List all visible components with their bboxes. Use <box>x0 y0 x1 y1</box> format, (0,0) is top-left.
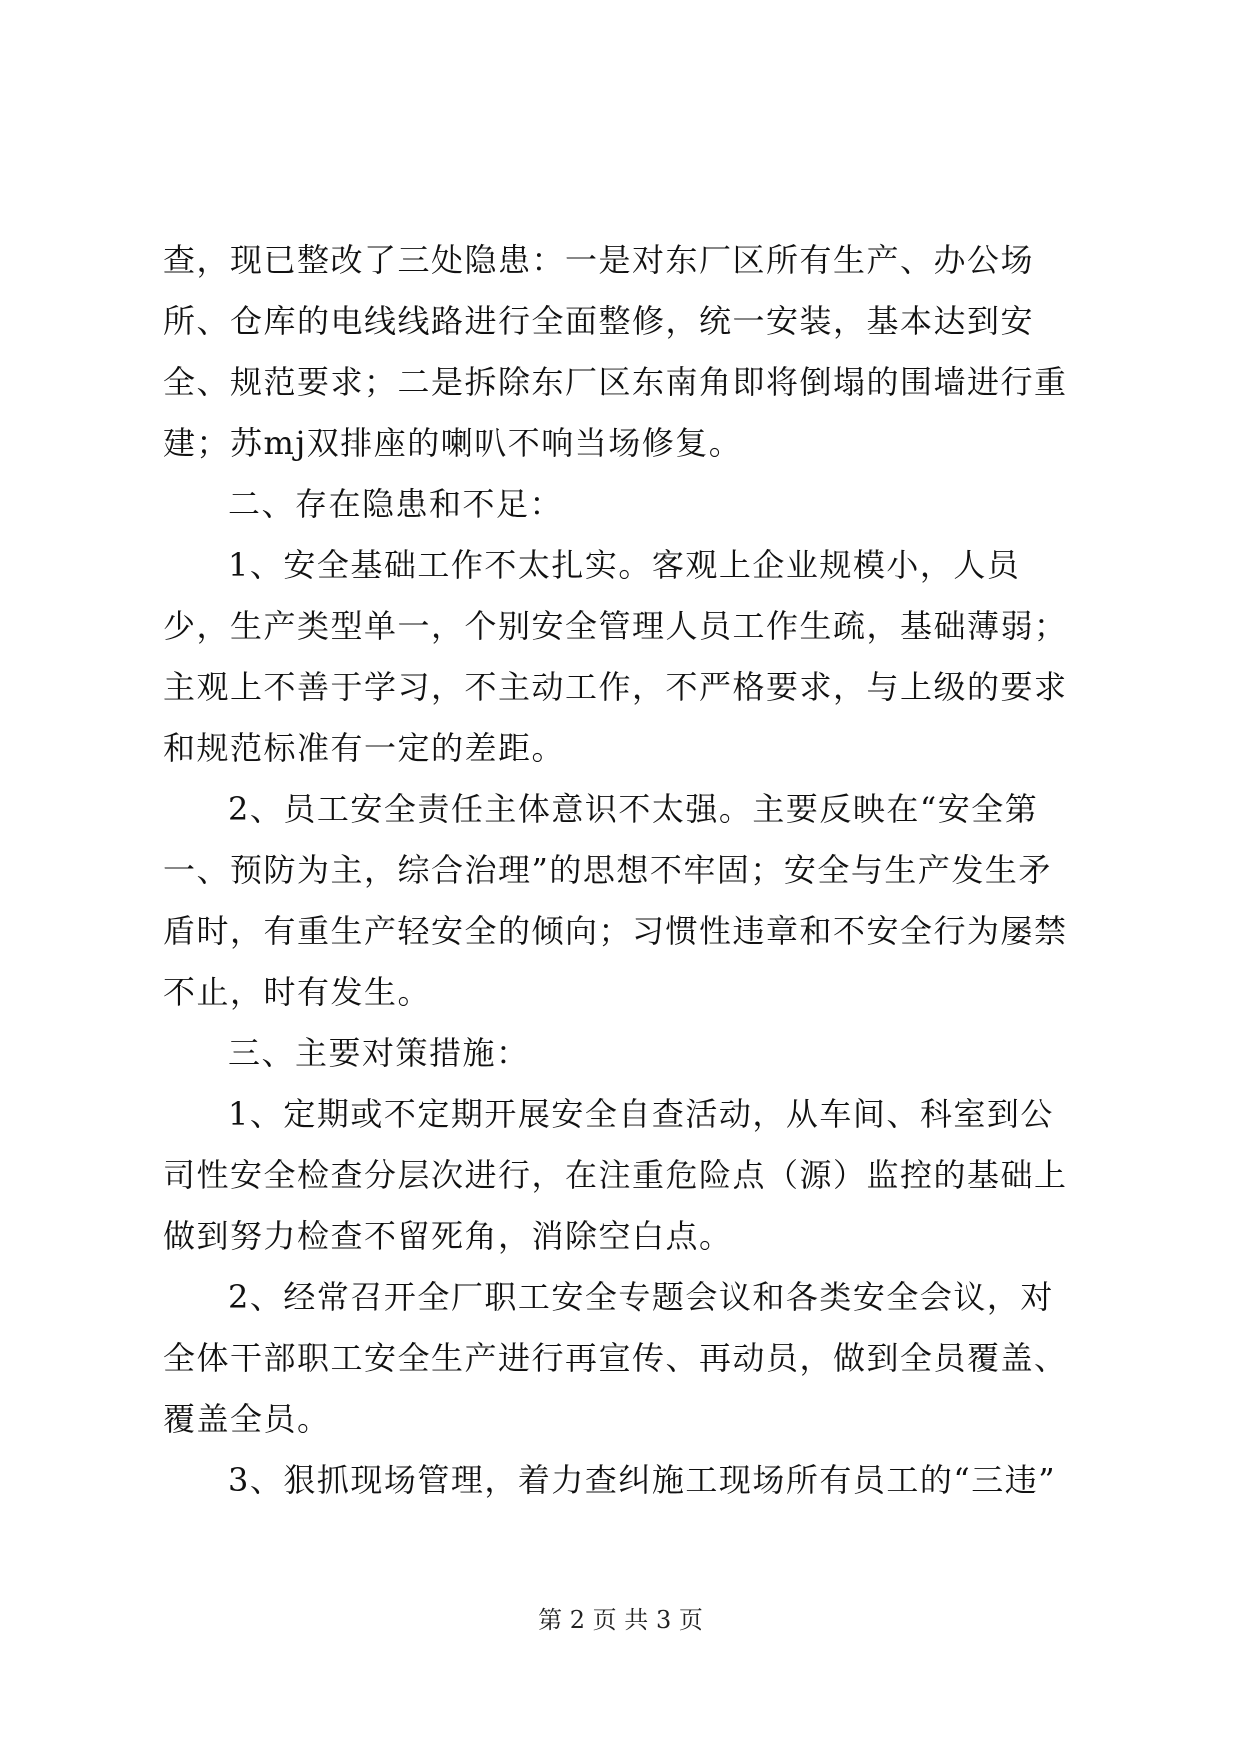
paragraph-measure-1: 1、定期或不定期开展安全自查活动，从车间、科室到公司性安全检查分层次进行，在注重危险点（源）监控的基础上做到努力检查不留死角，消除空白点。 <box>163 1095 1068 1255</box>
document-body <box>163 230 1083 1511</box>
paragraph-continuation: 查，现已整改了三处隐患：一是对东厂区所有生产、办公场所、仓库的电线线路进行全面整修，统一安装，基本达到安全、规范要求；二是拆除东厂区东南角即将倒塌的围墙进行重建；苏mj双排座的喇叭不响当场修复。 <box>163 241 1068 462</box>
paragraph-hazard-2: 2、员工安全责任主体意识不太强。主要反映在“安全第一、预防为主，综合治理”的思想不牢固；安全与生产发生矛盾时，有重生产轻安全的倾向；习惯性违章和不安全行为屡禁不止，时有发生。 <box>163 790 1068 1011</box>
paragraph-measure-3: 3、狠抓现场管理，着力查纠施工现场所有员工的“三违” <box>228 1461 1057 1499</box>
paragraph-hazard-1: 1、安全基础工作不太扎实。客观上企业规模小，人员少，生产类型单一，个别安全管理人员工作生疏，基础薄弱；主观上不善于学习，不主动工作，不严格要求，与上级的要求和规范标准有一定的差距。 <box>163 546 1068 767</box>
page-footer <box>0 1605 1241 1635</box>
heading-countermeasures: 三、主要对策措施： <box>228 1034 530 1072</box>
paragraph-measure-2: 2、经常召开全厂职工安全专题会议和各类安全会议，对全体干部职工安全生产进行再宣传、再动员，做到全员覆盖、覆盖全员。 <box>163 1278 1068 1438</box>
heading-hazards-and-deficiencies: 二、存在隐患和不足： <box>228 485 564 523</box>
page-number-label: 第 2 页 共 3 页 <box>538 1606 703 1634</box>
